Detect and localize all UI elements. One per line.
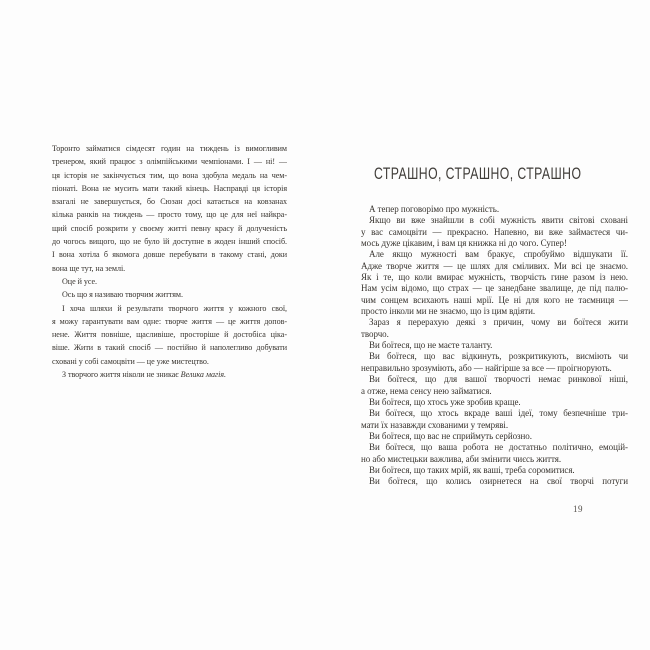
text-line: Але якщо мужності вам бракує, спробуймо відшукати її.: [369, 249, 628, 260]
text-line: Як і те, що коли вмирає мужність, творчість гине разом із нею.: [361, 272, 628, 283]
text-line: Зараз я перерахую деякі з причин, чому ви боїтеся жити: [369, 317, 628, 328]
right-page-text: [361, 204, 628, 488]
page-number: 19: [573, 504, 583, 514]
text-line: Ви боїтеся, що вас не сприймуть серйозно.: [369, 430, 532, 441]
text-line: Ви боїтеся, що колись озирнетеся на свої творчі потуги: [369, 476, 628, 487]
text-line: Ви боїтеся, що для вашої творчості немає ринкової ніші,: [369, 374, 628, 385]
text-line: Ви боїтеся, що таких мрій, як ваші, треба соромитися.: [369, 464, 575, 475]
text-line: Ось що я називаю творчим життям.: [62, 290, 183, 300]
text-line: мось дуже цікавим, і вам ця книжка ні до чого. Супер!: [361, 238, 567, 249]
text-line: неправильно зрозуміють, або — найгірше за все — проігнорують.: [361, 362, 612, 373]
text-line: сховані у собі самоцвіти — це уже мистецтво.: [52, 356, 209, 366]
left-page-text: [52, 142, 287, 381]
text-line: З творчого життя ніколи не зникає Велика магія.: [62, 370, 226, 380]
text-line: Ви боїтеся, що хтось вкраде ваші ідеї, тому безпечніше три-: [369, 408, 628, 419]
text-line: Ви боїтеся, що хтось уже зробив краще.: [369, 396, 521, 407]
text-line: А тепер поговорімо про мужність.: [369, 204, 500, 214]
text-line: но або мистецьки важлива, аби змінити чиєсь життя.: [361, 453, 562, 464]
text-line: Оце й усе.: [62, 276, 98, 286]
text-line: а отже, нема сенсу нею займатися.: [361, 385, 492, 396]
text-line: Нам усім відомо, що страх — це занедбане звалище, де під палю-: [361, 283, 628, 294]
text-line: нене. Життя повніше, щасливіше, просторіше й достобіса ціка-: [52, 330, 287, 340]
text-line: чим сонцем всихають наші мрії. Це ні для кого не таємниця —: [361, 294, 628, 305]
text-line: Ви боїтеся, що вас відкинуть, розкритикують, висміють чи: [369, 351, 628, 362]
text-line: взагалі не завершується, бо Сюзан досі катається на ковзанах: [52, 197, 287, 207]
text-line: щий спосіб розкрити у своєму житті певну красу й долученість: [52, 223, 287, 233]
text-line: я можу гарантувати вам одне: творче життя — це життя допов-: [52, 316, 287, 326]
text-line: Адже творче життя — це шлях для сміливих. Ми всі це знаємо.: [361, 260, 628, 271]
text-line: піонаті. Вона не мусить мати такий кінець. Насправді ця історія: [52, 183, 287, 193]
text-line: Якщо ви вже знайшли в собі мужність явити світові сховані: [369, 215, 628, 226]
text-line: ця історія не закінчується тим, що вона здобула медаль на чем-: [52, 170, 287, 180]
text-line: віше. Жити в такий спосіб — постійно й наполегливо добувати: [52, 343, 287, 353]
text-line: мати їх назавжди схованими у темряві.: [361, 419, 509, 430]
text-line: кілька ранків на тиждень — просто тому, що це для неї найкра-: [52, 210, 287, 220]
text-line: Торонто займатися сімдесят годин на тиждень із вимогливим: [52, 144, 287, 153]
text-line: просто інколи ми не знаємо, що із цим вдіяти.: [361, 306, 536, 317]
chapter-heading: СТРАШНО, СТРАШНО, СТРАШНО: [374, 164, 582, 183]
text-line: вона ще тут, на землі.: [52, 263, 126, 273]
text-line: Ви боїтеся, що ваша робота не достатньо політично, емоцій-: [369, 442, 628, 453]
text-line: тренером, який працює з олімпійськими чемпіонами. І — ні! —: [52, 157, 287, 167]
text-line: Ви боїтеся, що не маєте таланту.: [369, 340, 493, 351]
text-line: до чогось вищого, що не було їй доступне в жоден інший спосіб.: [52, 237, 287, 247]
text-line: творчо.: [361, 328, 389, 339]
text-line: у вас самоцвіти — прекрасно. Напевно, ви вже займаєтеся чи-: [361, 226, 628, 237]
text-line: І вона хотіла б якомога довше перебувати в такому стані, доки: [52, 250, 287, 260]
text-line: І хоча шляхи й результати творчого життя у кожного свої,: [62, 303, 287, 313]
